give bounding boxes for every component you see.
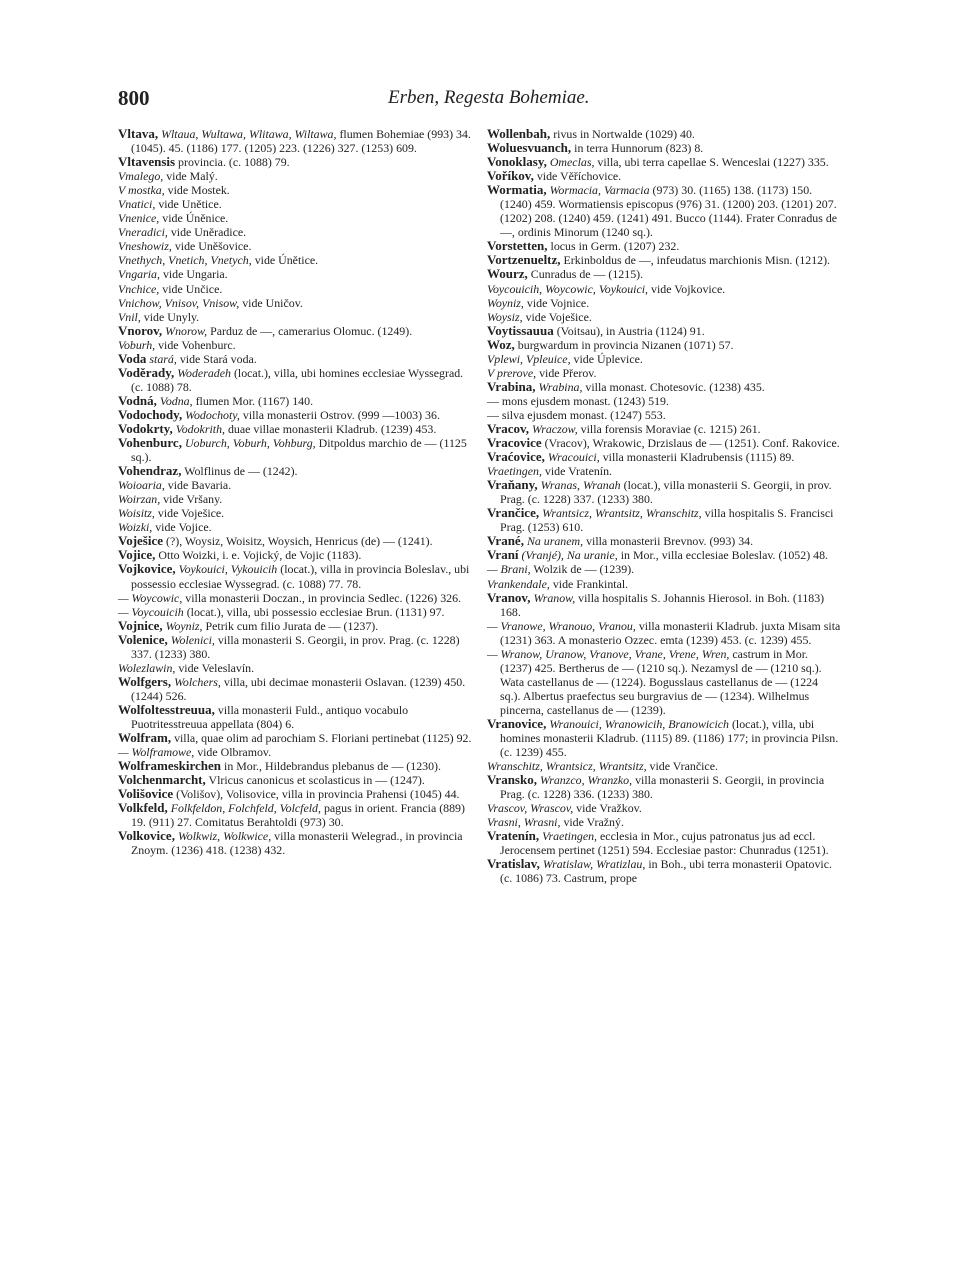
entry-text: villa, ubi terra capellae S. Wenceslai (1227) 335. <box>597 155 829 170</box>
entry-variant-forms: stará, <box>149 351 177 366</box>
entry-variant-forms: Wraczow, <box>531 421 578 436</box>
entry-headword: Vranov, <box>487 589 531 605</box>
entry-text: Erkinboldus de —, infeudatus marchionis Misn. (1212). <box>563 253 831 268</box>
entry-variant-forms: Wranow, <box>533 590 576 605</box>
entry-text: in Mor., villa ecclesiae Boleslav. (1052) 48. <box>620 548 828 563</box>
entry-text: vide Ungaria. <box>162 267 228 282</box>
index-entry <box>118 605 472 619</box>
index-entry <box>487 577 841 591</box>
entry-text: villa monast. Chotesovic. (1238) 435. <box>585 379 765 394</box>
entry-text: vide Vražkov. <box>576 801 642 816</box>
entry-variant-forms: Voykouici, Vykouicih <box>178 562 278 577</box>
entry-headword: Vrané, <box>487 533 524 549</box>
entry-variant-forms: Vraetingen, <box>487 464 542 479</box>
entry-variant-forms: Na uranem, <box>526 534 584 549</box>
entry-text: vide Stará voda. <box>179 351 257 366</box>
entry-text: vide Úněnice. <box>162 211 229 226</box>
entry-text: (locat.), villa, ubi homines ecclesiae Wyssegrad. (c. 1088) 78. <box>131 365 464 394</box>
entry-text: vide Vratenín. <box>544 464 613 479</box>
entry-variant-forms: Vodokrith, <box>175 421 225 436</box>
entry-text: (locat.), villa, ubi possessio ecclesiae Brun. (1131) 97. <box>186 604 445 619</box>
index-entry <box>487 422 841 436</box>
entry-text: (Voitsau), in Austria (1124) 91. <box>556 323 705 338</box>
index-entry <box>118 394 472 408</box>
entry-variant-forms: Vplewi, Vpleuice, <box>487 351 571 366</box>
entry-text: (Volišov), Volisovice, villa in provincia Prahensi (1045) 44. <box>176 787 460 802</box>
entry-headword: Vojnice, <box>118 617 163 633</box>
index-entry <box>118 787 472 801</box>
entry-headword: Vortzenueltz, <box>487 252 561 268</box>
entry-text: vide Voješice. <box>525 309 592 324</box>
entry-variant-forms: Wranschitz, Wrantsicz, Wrantsitz, <box>487 759 647 774</box>
entry-text: vide Věříchovice. <box>536 169 622 184</box>
entry-variant-forms: Vrankendale, <box>487 576 550 591</box>
entry-variant-forms: Vneshowiz, <box>118 239 172 254</box>
entry-text: villa monasterii Ostrov. (999 —1003) 36. <box>242 407 440 422</box>
entry-headword: Vrančice, <box>487 505 540 521</box>
entry-variant-forms: Woderadeh <box>177 365 231 380</box>
entry-text: vide Frankintal. <box>552 576 629 591</box>
index-entry <box>487 506 841 534</box>
index-entry <box>118 310 472 324</box>
entry-variant-forms: V prerove, <box>487 365 537 380</box>
entry-headword: Wolfoltesstreuua, <box>118 701 215 717</box>
index-entry <box>487 296 841 310</box>
entry-variant-forms: Woyniz, <box>165 618 203 633</box>
index-entry <box>118 619 472 633</box>
entry-variant-forms: — Brani, <box>487 562 531 577</box>
index-entry <box>487 352 841 366</box>
index-entry <box>487 619 841 647</box>
entry-variant-forms: Folkfeldon, Folchfeld, Volcfeld, <box>170 801 321 816</box>
index-entry <box>118 422 472 436</box>
entry-text: Petrik cum filio Jurata de — (1237). <box>205 618 379 633</box>
entry-text: villa monasterii Kladrubensis (1115) 89. <box>602 450 795 465</box>
index-entry <box>118 520 472 534</box>
index-entry <box>118 267 472 281</box>
index-entry <box>118 127 472 155</box>
entry-headword: Volišovice <box>118 786 174 802</box>
entry-text: (973) 30. (1165) 138. (1173) 150. (1240) 459. Wormatiensis episcopus (976) 31. (1200) 203. (1201) 207. (1202) 208. (1240) 459. (1241) 491. Bucco (1144). Frater Conradus de —, ordinis Minorum (1240 sq.). <box>500 183 838 240</box>
index-entry <box>118 464 472 478</box>
entry-headword: Vodná, <box>118 392 157 408</box>
entry-variant-forms: (Vranjé), Na uranie, <box>521 548 618 563</box>
index-entry <box>118 661 472 675</box>
index-entry <box>118 183 472 197</box>
index-entry <box>487 478 841 506</box>
entry-text: Otto Woizki, i. e. Vojický, de Vojic (1183). <box>158 548 362 563</box>
entry-variant-forms: Vnenice, <box>118 211 160 226</box>
page-number: 800 <box>118 86 150 110</box>
entry-variant-forms: Wnorow, <box>165 323 208 338</box>
index-entry <box>118 562 472 590</box>
entry-text: — silva ejusdem monast. (1247) 553. <box>487 407 666 422</box>
entry-headword: Voděrady, <box>118 364 175 380</box>
entry-variant-forms: Wracouici, <box>547 450 600 465</box>
entry-text: (Vracov), Wrakowic, Drzislaus de — (1251). Conf. Rakovice. <box>544 436 840 451</box>
index-entry <box>118 239 472 253</box>
entry-text: in terra Hunnorum (823) 8. <box>574 141 704 156</box>
index-entry <box>118 296 472 310</box>
entry-text: burgwardum in provincia Nizanen (1071) 57. <box>517 337 734 352</box>
index-entry <box>118 731 472 745</box>
index-entry <box>118 366 472 394</box>
index-entry <box>487 591 841 619</box>
index-entry <box>487 464 841 478</box>
entry-text: villa hospitalis S. Johannis Hierosol. in Boh. (1183) 168. <box>500 590 825 619</box>
entry-text: vide Vohenburc. <box>158 337 236 352</box>
entry-text: villa monasterii Brevnov. (993) 34. <box>586 534 754 549</box>
entry-headword: Vrabina, <box>487 378 536 394</box>
entry-text: vide Úplevice. <box>573 351 643 366</box>
index-entry <box>118 352 472 366</box>
entry-text: vide Uničov. <box>242 295 303 310</box>
entry-headword: Wolfram, <box>118 730 172 746</box>
entry-text: vide Vojkovice. <box>651 281 726 296</box>
entry-variant-forms: V mostka, <box>118 183 165 198</box>
index-entry <box>118 534 472 548</box>
entry-text: vide Olbramov. <box>197 745 272 760</box>
index-entry <box>118 211 472 225</box>
entry-headword: Vransko, <box>487 772 537 788</box>
entry-text: ecclesia in Mor., cujus patronatus jus ad eccl. Jerocensem pertinet (1251) 594. Ecclesiae pastor: Chunradus (1251). <box>500 829 829 858</box>
index-entry <box>487 338 841 352</box>
entry-variant-forms: — Wolframowe, <box>118 745 195 760</box>
index-entry <box>118 197 472 211</box>
entry-variant-forms: Uoburch, Voburh, Vohburg, <box>184 436 316 451</box>
entry-headword: Wolfgers, <box>118 673 172 689</box>
index-entry <box>118 169 472 183</box>
entry-variant-forms: Vraetingen, <box>542 829 598 844</box>
entry-variant-forms: Wolchers, <box>174 674 221 689</box>
index-entry <box>118 492 472 506</box>
index-entry <box>487 155 841 169</box>
index-entry <box>487 647 841 717</box>
index-entry <box>118 591 472 605</box>
entry-variant-forms: Wrantsicz, Wrantsitz, Wranschitz, <box>542 506 702 521</box>
entry-variant-forms: Vnichow, Vnisov, Vnisow, <box>118 295 240 310</box>
entry-headword: Vltavensis <box>118 154 176 170</box>
entry-headword: Volkfeld, <box>118 800 168 816</box>
index-entry <box>487 801 841 815</box>
entry-text: provincia. (c. 1088) 79. <box>178 155 290 170</box>
entry-text: vide Unyly. <box>143 309 200 324</box>
entry-text: villa monasterii Doczan., in provincia Sedlec. (1226) 326. <box>185 590 462 605</box>
entry-headword: Wollenbah, <box>487 126 551 141</box>
index-entry <box>487 324 841 338</box>
index-entry <box>487 282 841 296</box>
index-entry <box>487 183 841 239</box>
index-entry <box>118 633 472 661</box>
entry-variant-forms: Wolezlawin, <box>118 660 176 675</box>
entry-headword: Wormatia, <box>487 182 547 198</box>
index-entry <box>487 310 841 324</box>
entry-variant-forms: Wranzco, Wranzko, <box>539 773 633 788</box>
index-entry <box>487 380 841 394</box>
index-entry <box>118 253 472 267</box>
entry-headword: Voješice <box>118 533 164 549</box>
entry-text: villa monasterii S. Georgii, in provincia Prag. (c. 1228) 336. (1233) 380. <box>500 773 825 802</box>
index-entry <box>118 745 472 759</box>
entry-text: in Mor., Hildebrandus plebanus de — (1230). <box>224 759 441 774</box>
entry-text: flumen Mor. (1167) 140. <box>195 393 314 408</box>
entry-variant-forms: Vnil, <box>118 309 141 324</box>
entry-headword: Vraćovice, <box>487 449 545 465</box>
entry-variant-forms: Vnatici, <box>118 197 156 212</box>
entry-headword: Volenice, <box>118 631 168 647</box>
entry-headword: Vraní <box>487 547 519 563</box>
entry-text: vide Vojice. <box>155 520 212 535</box>
entry-headword: Vohenburc, <box>118 435 182 451</box>
entry-variant-forms: Vnethych, Vnetich, Vnetych, <box>118 253 252 268</box>
entry-text: in Boh., ubi terra monasterii Opatovic. (c. 1086) 73. Castrum, prope <box>500 857 832 886</box>
entry-variant-forms: Voycouicih, Woycowic, Voykouici, <box>487 281 649 296</box>
entry-variant-forms: Wranouici, Wranowicih, Branowicich <box>549 716 729 731</box>
entry-text: vide Vojnice. <box>526 295 590 310</box>
index-entry <box>118 759 472 773</box>
index-entry <box>487 127 841 141</box>
entry-variant-forms: Vnchice, <box>118 281 160 296</box>
entry-text: pagus in orient. Francia (889) 19. (911) 27. Comitatus Berahtoldi (973) 30. <box>131 801 465 830</box>
index-entry <box>118 282 472 296</box>
index-entry <box>487 759 841 773</box>
index-entry <box>487 408 841 422</box>
entry-variant-forms: — Woycowic, <box>118 590 183 605</box>
entry-text: villa hospitalis S. Francisci Prag. (1253) 610. <box>500 506 834 535</box>
entry-text: flumen Bohemiae (993) 34. (1045). 45. (1186) 177. (1205) 223. (1226) 327. (1253) 609. <box>131 127 471 156</box>
entry-variant-forms: Voburh, <box>118 337 156 352</box>
entry-text: villa monasterii Fuld., antiquo vocabulo Puotritesstreuua appellata (804) 6. <box>131 702 409 731</box>
entry-variant-forms: Woizki, <box>118 520 153 535</box>
entry-variant-forms: Vngaria, <box>118 267 160 282</box>
entry-headword: Vratislav, <box>487 856 540 872</box>
entry-variant-forms: Vrascov, Wrascov, <box>487 801 574 816</box>
index-entry <box>487 815 841 829</box>
entry-headword: Vranovice, <box>487 715 547 731</box>
index-entry <box>118 338 472 352</box>
index-entry <box>118 703 472 731</box>
entry-headword: Vodochody, <box>118 406 183 422</box>
entry-variant-forms: Woioaria, <box>118 478 165 493</box>
entry-text: villa monasterii Welegrad., in provincia Znoym. (1236) 418. (1238) 432. <box>131 829 463 858</box>
entry-variant-forms: Wodochoty, <box>185 407 240 422</box>
entry-text: vide Vrančice. <box>649 759 718 774</box>
index-entry <box>487 394 841 408</box>
entry-text: vide Vršany. <box>163 492 223 507</box>
entry-headword: Voda <box>118 350 147 366</box>
entry-variant-forms: Wolenici, <box>170 632 215 647</box>
entry-text: villa, quae olim ad parochiam S. Floriani pertinebat (1125) 92. <box>174 731 472 746</box>
index-entry <box>487 562 841 576</box>
index-entry <box>118 801 472 829</box>
entry-text: vide Malý. <box>166 169 218 184</box>
entry-headword: Vracov, <box>487 420 529 436</box>
entry-headword: Woluesvuanch, <box>487 140 572 156</box>
entry-headword: Volkovice, <box>118 828 175 844</box>
index-entry <box>487 436 841 450</box>
index-entry <box>487 548 841 562</box>
entry-headword: Vltava, <box>118 126 159 141</box>
entry-text: — mons ejusdem monast. (1243) 519. <box>487 393 669 408</box>
entry-text: locus in Germ. (1207) 232. <box>550 239 680 254</box>
entry-text: vide Voješice. <box>157 506 225 521</box>
entry-headword: Wourz, <box>487 266 528 282</box>
entry-text: vide Bavaria. <box>167 478 232 493</box>
entry-headword: Vracovice <box>487 435 542 451</box>
entry-text: vide Uněšovice. <box>174 239 252 254</box>
entry-headword: Woz, <box>487 336 515 352</box>
entry-headword: Wolframeskirchen <box>118 758 222 774</box>
entry-text: villa monasterii Kladrub. juxta Misam sita (1231) 363. A monasterio Ozzec. emta (1239) 453. (c. 1239) 455. <box>500 618 841 647</box>
entry-headword: Vojkovice, <box>118 561 176 577</box>
entry-text: Wolflinus de — (1242). <box>184 464 298 479</box>
entry-variant-forms: — Wranow, Uranow, Vranove, Vrane, Vrene, Wren, <box>487 646 730 661</box>
entry-text: duae villae monasterii Kladrub. (1239) 453. <box>227 421 437 436</box>
right-column <box>487 127 841 886</box>
entry-headword: Vratenín, <box>487 828 540 844</box>
index-entry <box>487 267 841 281</box>
entry-text: vide Veleslavín. <box>178 660 255 675</box>
index-entry <box>118 324 472 338</box>
index-entry <box>487 829 841 857</box>
entry-text: vide Přerov. <box>539 365 597 380</box>
entry-text: vide Unětice. <box>158 197 222 212</box>
entry-variant-forms: Woirzan, <box>118 492 161 507</box>
entry-variant-forms: Wrabina, <box>538 379 583 394</box>
index-entry <box>118 773 472 787</box>
index-entry <box>487 450 841 464</box>
entry-headword: Volchenmarcht, <box>118 772 206 788</box>
entry-headword: Vodokrty, <box>118 420 173 436</box>
entry-variant-forms: Woysiz, <box>487 309 523 324</box>
entry-headword: Vorstetten, <box>487 238 548 254</box>
index-entry <box>487 239 841 253</box>
entry-text: vide Mostek. <box>167 183 230 198</box>
entry-text: rivus in Nortwalde (1029) 40. <box>553 127 695 141</box>
entry-variant-forms: — Vranowe, Wranouo, Vranou, <box>487 618 636 633</box>
index-entry <box>487 534 841 548</box>
index-entry <box>118 408 472 422</box>
entry-variant-forms: Wratislaw, Wratizlau, <box>542 857 646 872</box>
index-entry <box>118 548 472 562</box>
index-entry <box>118 675 472 703</box>
entry-headword: Voříkov, <box>487 168 534 184</box>
entry-text: Ditpoldus marchio de — (1125 sq.). <box>131 436 467 465</box>
entry-text: vide Uněradice. <box>170 225 247 240</box>
entry-variant-forms: Wranas, Wranah <box>540 478 621 493</box>
running-title: Erben, Regesta Bohemiae. <box>388 87 590 108</box>
page-header <box>118 86 838 118</box>
index-entry <box>118 155 472 169</box>
entry-variant-forms: Vodna, <box>159 393 193 408</box>
entry-text: villa forensis Moraviae (c. 1215) 261. <box>580 421 761 436</box>
entry-text: villa, ubi decimae monasterii Oslavan. (1239) 450. (1244) 526. <box>131 674 466 703</box>
entry-headword: Voytissauua <box>487 322 554 338</box>
entry-variant-forms: Omeclas, <box>549 155 595 170</box>
entry-text: (locat.), villa, ubi homines monasterii Kladrub. (1115) 89. (1186) 177; in provincia Pilsn. (c. 1239) 455. <box>500 716 839 760</box>
left-column <box>118 127 472 857</box>
entry-text: vide Vražný. <box>563 815 624 830</box>
index-entry <box>487 717 841 759</box>
entry-text: Wolzik de — (1239). <box>533 562 635 577</box>
index-entry <box>487 857 841 885</box>
entry-variant-forms: — Voycouicih <box>118 604 184 619</box>
entry-variant-forms: Vrasni, Wrasni, <box>487 815 561 830</box>
entry-headword: Vonoklasy, <box>487 154 547 170</box>
index-entry <box>487 141 841 155</box>
entry-variant-forms: Wolkwiz, Wolkwice, <box>177 829 272 844</box>
entry-text: Vlricus canonicus et scolasticus in — (1247). <box>208 773 425 788</box>
entry-variant-forms: Woyniz, <box>487 295 524 310</box>
entry-headword: Vohendraz, <box>118 463 182 479</box>
index-entry <box>487 169 841 183</box>
entry-variant-forms: Vmalego, <box>118 169 164 184</box>
entry-text: Parduz de —, camerarius Olomuc. (1249). <box>210 323 413 338</box>
index-entry <box>118 436 472 464</box>
entry-text: Cunradus de — (1215). <box>530 267 644 282</box>
entry-headword: Vojice, <box>118 547 156 563</box>
entry-variant-forms: Woisitz, <box>118 506 155 521</box>
entry-text: villa monasterii S. Georgii, in prov. Prag. (c. 1228) 337. (1233) 380. <box>131 632 460 661</box>
entry-text: castrum in Mor. (1237) 425. Bertherus de — (1210 sq.). Nezamysl de — (1210 sq.). Wata castellanus de — (1224). Bogusslaus castellanus de — (1224 sq.). Albertus praefectus seu burgravius de — (1234). Wilhelmus pincerna, castellanus de — (1239). <box>500 646 822 717</box>
index-entry <box>118 506 472 520</box>
index-entry <box>118 829 472 857</box>
entry-text: (locat.), villa monasterii S. Georgii, in prov. Prag. (c. 1228) 337. (1233) 380. <box>500 478 832 507</box>
entry-text: vide Unčice. <box>162 281 223 296</box>
entry-variant-forms: Vneradici, <box>118 225 168 240</box>
entry-variant-forms: Wormacia, Varmacia <box>549 183 650 198</box>
entry-variant-forms: Wltaua, Wultawa, Wlitawa, Wiltawa, <box>161 127 337 141</box>
index-entry <box>487 253 841 267</box>
entry-text: vide Únětice. <box>254 253 319 268</box>
entry-text: (?), Woysiz, Woisitz, Woysich, Henricus (de) — (1241). <box>166 534 433 549</box>
entry-headword: Vraňany, <box>487 477 538 493</box>
entry-text: (locat.), villa in provincia Boleslav., ubi possessio ecclesiae Wyssegrad. (c. 1088) 77. 78. <box>131 562 470 591</box>
index-entry <box>487 366 841 380</box>
entry-headword: Vnorov, <box>118 322 163 338</box>
index-entry <box>487 773 841 801</box>
index-entry <box>118 478 472 492</box>
index-entry <box>118 225 472 239</box>
